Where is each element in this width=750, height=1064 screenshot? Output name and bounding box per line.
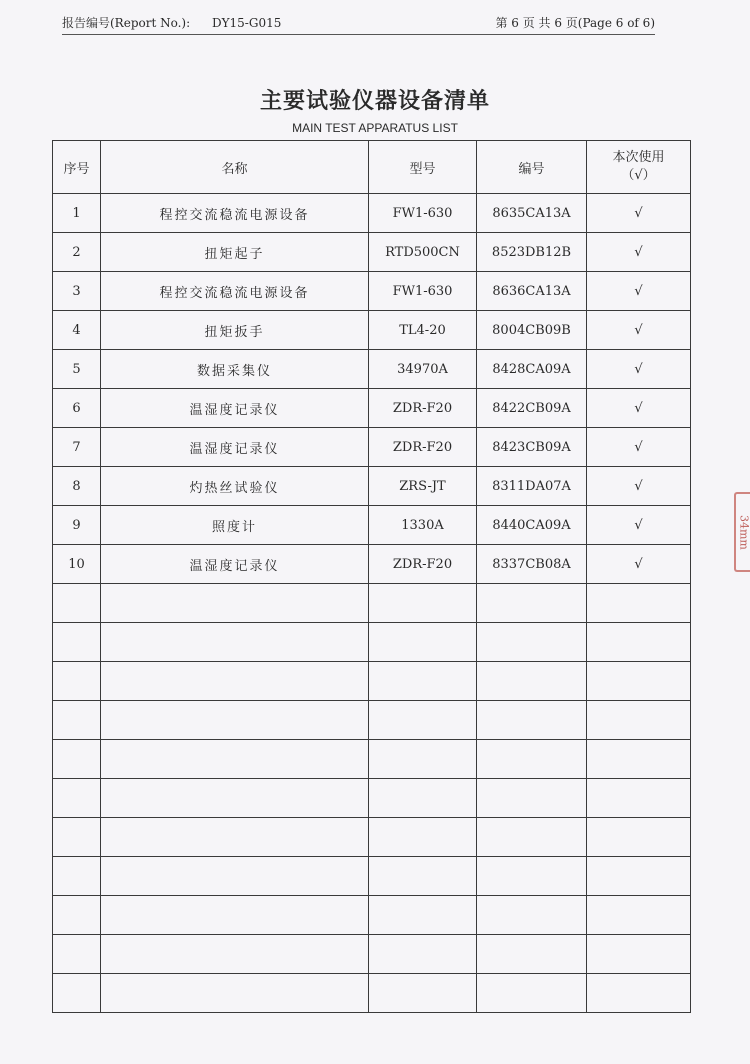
cell-model: RTD500CN xyxy=(369,233,477,272)
table-row xyxy=(53,311,691,350)
empty-cell xyxy=(369,584,477,623)
cell-name: 程控交流稳流电源设备 xyxy=(101,272,369,311)
cell-model: ZDR-F20 xyxy=(369,389,477,428)
empty-cell xyxy=(477,584,587,623)
empty-cell xyxy=(369,818,477,857)
cell-seq: 9 xyxy=(53,506,101,545)
report-number-label: 报告编号(Report No.): xyxy=(62,16,191,30)
cell-model: ZRS-JT xyxy=(369,467,477,506)
empty-cell xyxy=(369,740,477,779)
cell-model: 34970A xyxy=(369,350,477,389)
empty-cell xyxy=(369,662,477,701)
empty-cell xyxy=(587,935,691,974)
header-name: 名称 xyxy=(101,141,369,194)
empty-cell xyxy=(101,740,369,779)
cell-number: 8428CA09A xyxy=(477,350,587,389)
cell-name: 扭矩扳手 xyxy=(101,311,369,350)
empty-cell xyxy=(477,779,587,818)
apparatus-table xyxy=(52,140,691,1013)
cell-used: √ xyxy=(587,194,691,233)
empty-cell xyxy=(477,857,587,896)
cell-number: 8337CB08A xyxy=(477,545,587,584)
table-row-empty xyxy=(53,623,691,662)
cell-used: √ xyxy=(587,506,691,545)
cell-name: 数据采集仪 xyxy=(101,350,369,389)
empty-cell xyxy=(477,740,587,779)
cell-used: √ xyxy=(587,311,691,350)
table-row-empty xyxy=(53,740,691,779)
empty-cell xyxy=(477,896,587,935)
seal-stamp: 34mm xyxy=(734,492,750,572)
cell-number: 8422CB09A xyxy=(477,389,587,428)
cell-used: √ xyxy=(587,350,691,389)
empty-cell xyxy=(477,701,587,740)
table-row-empty xyxy=(53,662,691,701)
cell-name: 温湿度记录仪 xyxy=(101,545,369,584)
cell-seq: 2 xyxy=(53,233,101,272)
cell-number: 8636CA13A xyxy=(477,272,587,311)
empty-cell xyxy=(587,857,691,896)
cell-name: 灼热丝试验仪 xyxy=(101,467,369,506)
table-row xyxy=(53,467,691,506)
cell-name: 程控交流稳流电源设备 xyxy=(101,194,369,233)
table-row-empty xyxy=(53,818,691,857)
cell-model: ZDR-F20 xyxy=(369,545,477,584)
cell-model: TL4-20 xyxy=(369,311,477,350)
empty-cell xyxy=(369,623,477,662)
cell-seq: 6 xyxy=(53,389,101,428)
empty-cell xyxy=(587,662,691,701)
empty-cell xyxy=(477,662,587,701)
empty-cell xyxy=(477,623,587,662)
document-title: 主要试验仪器设备清单 xyxy=(259,88,490,114)
cell-used: √ xyxy=(587,428,691,467)
cell-model: ZDR-F20 xyxy=(369,428,477,467)
table-row xyxy=(53,233,691,272)
empty-cell xyxy=(587,701,691,740)
empty-cell xyxy=(53,779,101,818)
empty-cell xyxy=(53,974,101,1013)
empty-cell xyxy=(101,818,369,857)
empty-cell xyxy=(369,974,477,1013)
cell-seq: 8 xyxy=(53,467,101,506)
header-seq: 序号 xyxy=(53,141,101,194)
table-row-empty xyxy=(53,701,691,740)
empty-cell xyxy=(53,818,101,857)
table-row-empty xyxy=(53,779,691,818)
empty-cell xyxy=(53,935,101,974)
empty-cell xyxy=(369,701,477,740)
empty-cell xyxy=(53,857,101,896)
empty-cell xyxy=(101,896,369,935)
cell-seq: 1 xyxy=(53,194,101,233)
table-row xyxy=(53,545,691,584)
header-use-line1: 本次使用 xyxy=(612,150,665,165)
empty-cell xyxy=(101,662,369,701)
table-row xyxy=(53,194,691,233)
cell-seq: 4 xyxy=(53,311,101,350)
table-row xyxy=(53,506,691,545)
cell-used: √ xyxy=(587,467,691,506)
page-number: 第 6 页 共 6 页(Page 6 of 6) xyxy=(495,16,655,30)
cell-model: FW1-630 xyxy=(369,194,477,233)
empty-cell xyxy=(369,779,477,818)
cell-seq: 3 xyxy=(53,272,101,311)
table-row xyxy=(53,350,691,389)
empty-cell xyxy=(101,935,369,974)
cell-used: √ xyxy=(587,272,691,311)
empty-cell xyxy=(587,740,691,779)
empty-cell xyxy=(53,584,101,623)
header-use xyxy=(587,141,691,194)
header-number: 编号 xyxy=(477,141,587,194)
cell-number: 8523DB12B xyxy=(477,233,587,272)
cell-used: √ xyxy=(587,233,691,272)
cell-used: √ xyxy=(587,389,691,428)
cell-seq: 7 xyxy=(53,428,101,467)
cell-name: 照度计 xyxy=(101,506,369,545)
cell-seq: 10 xyxy=(53,545,101,584)
empty-cell xyxy=(53,662,101,701)
cell-seq: 5 xyxy=(53,350,101,389)
cell-name: 温湿度记录仪 xyxy=(101,389,369,428)
empty-cell xyxy=(101,857,369,896)
report-number xyxy=(62,14,299,31)
cell-number: 8004CB09B xyxy=(477,311,587,350)
empty-cell xyxy=(53,740,101,779)
empty-cell xyxy=(587,818,691,857)
empty-cell xyxy=(369,896,477,935)
empty-cell xyxy=(477,818,587,857)
header-model: 型号 xyxy=(369,141,477,194)
empty-cell xyxy=(587,974,691,1013)
report-number-value: DY15-G015 xyxy=(211,16,282,30)
table-body xyxy=(53,194,691,1013)
table-row xyxy=(53,272,691,311)
cell-model: FW1-630 xyxy=(369,272,477,311)
page-header xyxy=(62,14,655,35)
empty-cell xyxy=(101,623,369,662)
empty-cell xyxy=(369,935,477,974)
cell-used: √ xyxy=(587,545,691,584)
table-row xyxy=(53,428,691,467)
empty-cell xyxy=(369,857,477,896)
cell-name: 扭矩起子 xyxy=(101,233,369,272)
header-use-line2: （√） xyxy=(621,168,656,183)
empty-cell xyxy=(101,779,369,818)
cell-model: 1330A xyxy=(369,506,477,545)
empty-cell xyxy=(53,896,101,935)
empty-cell xyxy=(587,779,691,818)
cell-number: 8440CA09A xyxy=(477,506,587,545)
empty-cell xyxy=(101,974,369,1013)
cell-number: 8311DA07A xyxy=(477,467,587,506)
empty-cell xyxy=(477,935,587,974)
table-row-empty xyxy=(53,857,691,896)
cell-number: 8423CB09A xyxy=(477,428,587,467)
document-subtitle: MAIN TEST APPARATUS LIST xyxy=(292,121,458,135)
empty-cell xyxy=(587,584,691,623)
table-header-row xyxy=(53,141,691,194)
empty-cell xyxy=(101,701,369,740)
table-row-empty xyxy=(53,935,691,974)
empty-cell xyxy=(587,896,691,935)
table-row-empty xyxy=(53,584,691,623)
cell-number: 8635CA13A xyxy=(477,194,587,233)
cell-name: 温湿度记录仪 xyxy=(101,428,369,467)
table-row-empty xyxy=(53,896,691,935)
table-row-empty xyxy=(53,974,691,1013)
empty-cell xyxy=(477,974,587,1013)
empty-cell xyxy=(587,623,691,662)
empty-cell xyxy=(53,623,101,662)
table-row xyxy=(53,389,691,428)
empty-cell xyxy=(101,584,369,623)
empty-cell xyxy=(53,701,101,740)
